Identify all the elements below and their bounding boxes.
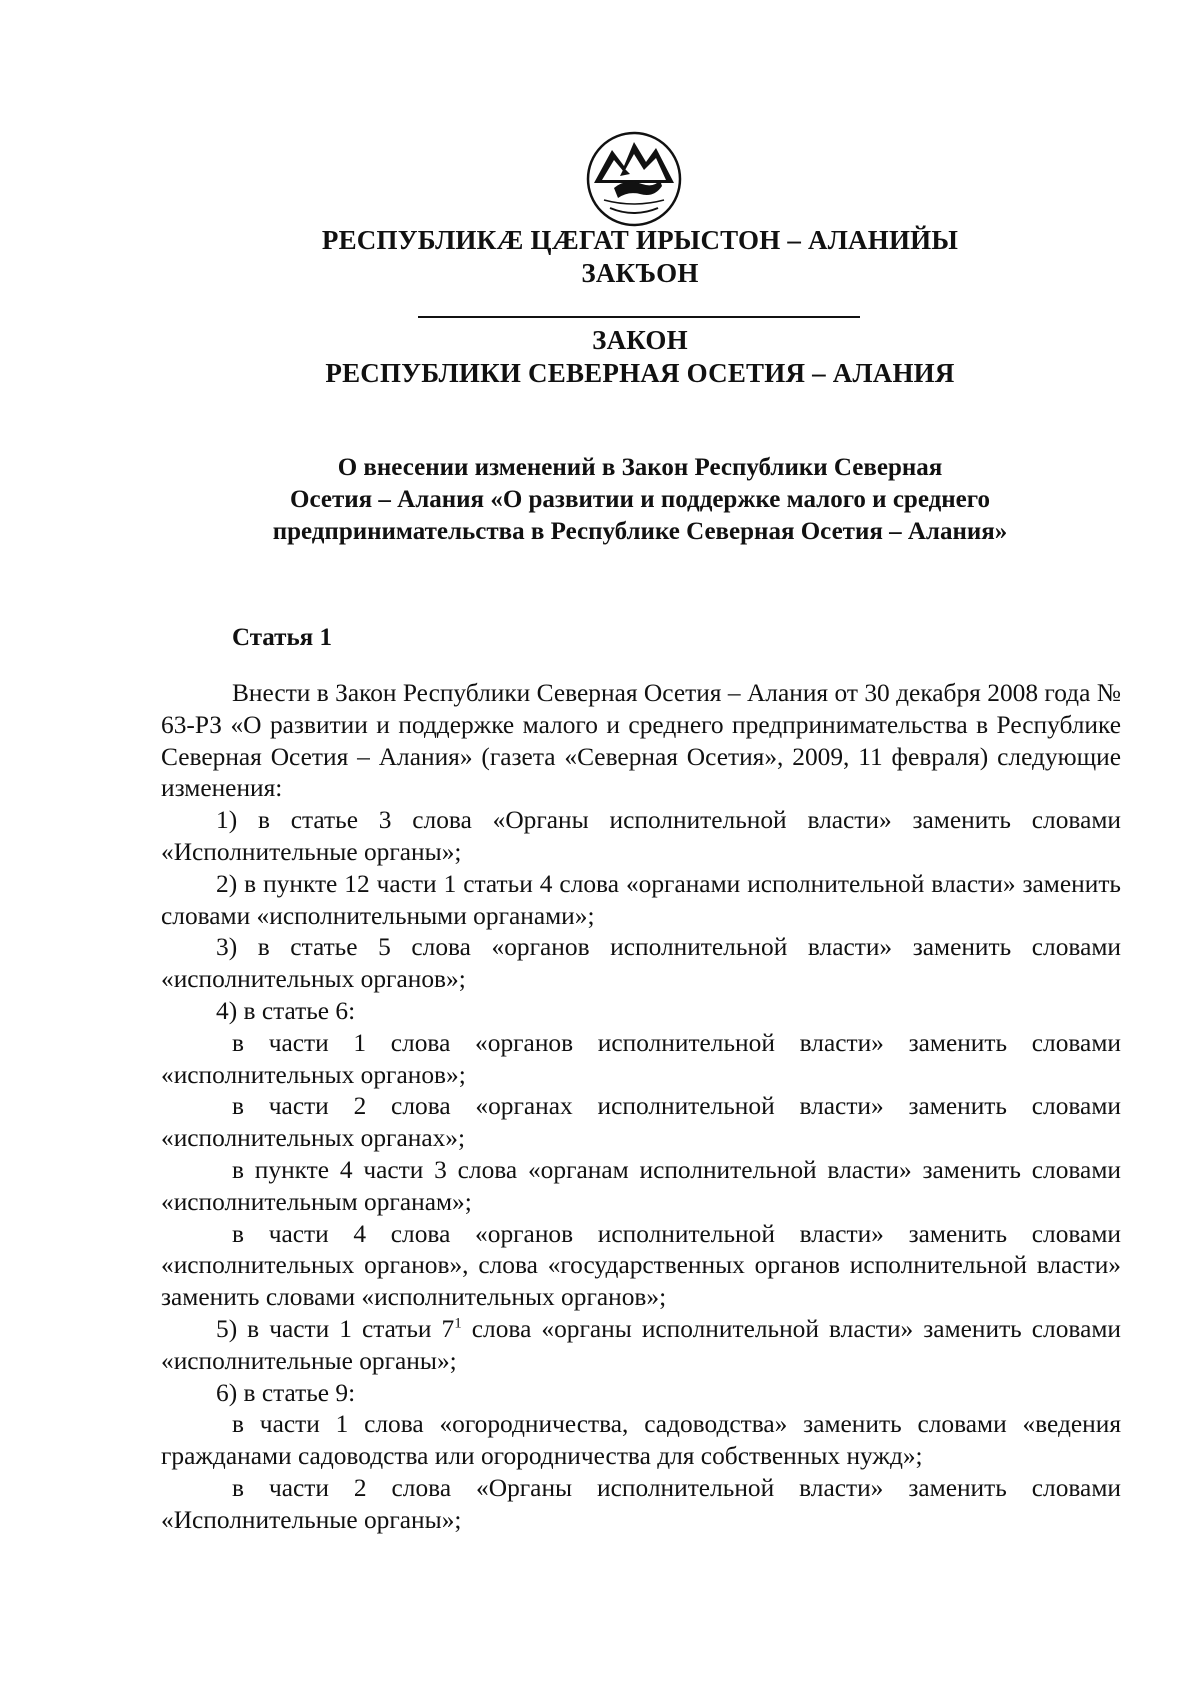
amendment-item-6-part-2: в части 2 слова «Органы исполнительной власти» заменить словами «Исполнительные органы»; xyxy=(161,1473,1121,1534)
russian-heading xyxy=(160,324,1120,390)
subject-line-1: О внесении изменений в Закон Республики Северная xyxy=(337,454,943,481)
article-body xyxy=(161,678,1121,1537)
amendment-item-5 xyxy=(161,1314,1121,1378)
amendment-item-4-part-4: в части 4 слова «органов исполнительной власти» заменить словами «исполнительных органов», слова «государственных органов исполнительной власти» заменить словами «исполнительных органов»; xyxy=(161,1219,1121,1312)
amendment-item-4-part-1: в части 1 слова «органов исполнительной власти» заменить словами «исполнительных органов»; xyxy=(161,1028,1121,1089)
amendment-item-2: 2) в пункте 12 части 1 статьи 4 слова «органами исполнительной власти» заменить словами «исполнительными органами»; xyxy=(161,869,1121,930)
article-heading: Статья 1 xyxy=(232,624,332,651)
amendment-item-3: 3) в статье 5 слова «органов исполнительной власти» заменить словами «исполнительных органов»; xyxy=(161,933,1121,994)
subject-line-3: предпринимательства в Республике Северная Осетия – Алания» xyxy=(272,518,1008,545)
coat-of-arms-emblem xyxy=(584,128,684,230)
law-subject-title xyxy=(160,452,1120,548)
ossetian-law-label: ЗАКЪОН xyxy=(581,258,699,288)
amendment-item-4-part-2: в части 2 слова «органах исполнительной власти» заменить словами «исполнительных органах»; xyxy=(161,1092,1121,1153)
item-5-prefix: 5) в части 1 статьи 7 xyxy=(216,1314,455,1343)
amendment-item-6: 6) в статье 9: xyxy=(216,1378,356,1407)
amendment-item-4: 4) в статье 6: xyxy=(216,996,356,1025)
heading-divider xyxy=(418,316,860,318)
amendment-item-4-part-3: в пункте 4 части 3 слова «органам исполнительной власти» заменить словами «исполнительным органам»; xyxy=(161,1155,1121,1216)
item-5-superscript: 1 xyxy=(454,1315,462,1332)
russian-law-label: ЗАКОН xyxy=(592,325,688,355)
article-intro: Внести в Закон Республики Северная Осетия – Алания от 30 декабря 2008 года № 63-РЗ «О развитии и поддержке малого и среднего предпринимательства в Республике Северная Осетия – Алания» (газета «Северная Осетия», 2009, 11 февраля) следующие изменения: xyxy=(161,679,1121,803)
ossetian-republic-title: РЕСПУБЛИКӔ ЦӔГАТ ИРЫСТОН – АЛАНИЙЫ xyxy=(321,225,959,255)
amendment-item-6-part-1: в части 1 слова «огородничества, садоводства» заменить словами «ведения гражданами садоводства или огородничества для собственных нужд»; xyxy=(161,1410,1121,1471)
ossetian-heading xyxy=(160,224,1120,290)
russian-republic-title: РЕСПУБЛИКИ СЕВЕРНАЯ ОСЕТИЯ – АЛАНИЯ xyxy=(325,358,955,388)
subject-line-2: Осетия – Алания «О развитии и поддержке малого и среднего xyxy=(290,486,990,513)
item-5-text: слова «органы исполнительной власти» заменить словами «исполнительные органы»; xyxy=(161,1314,1122,1375)
amendment-item-1: 1) в статье 3 слова «Органы исполнительной власти» заменить словами «Исполнительные органы»; xyxy=(161,806,1121,866)
